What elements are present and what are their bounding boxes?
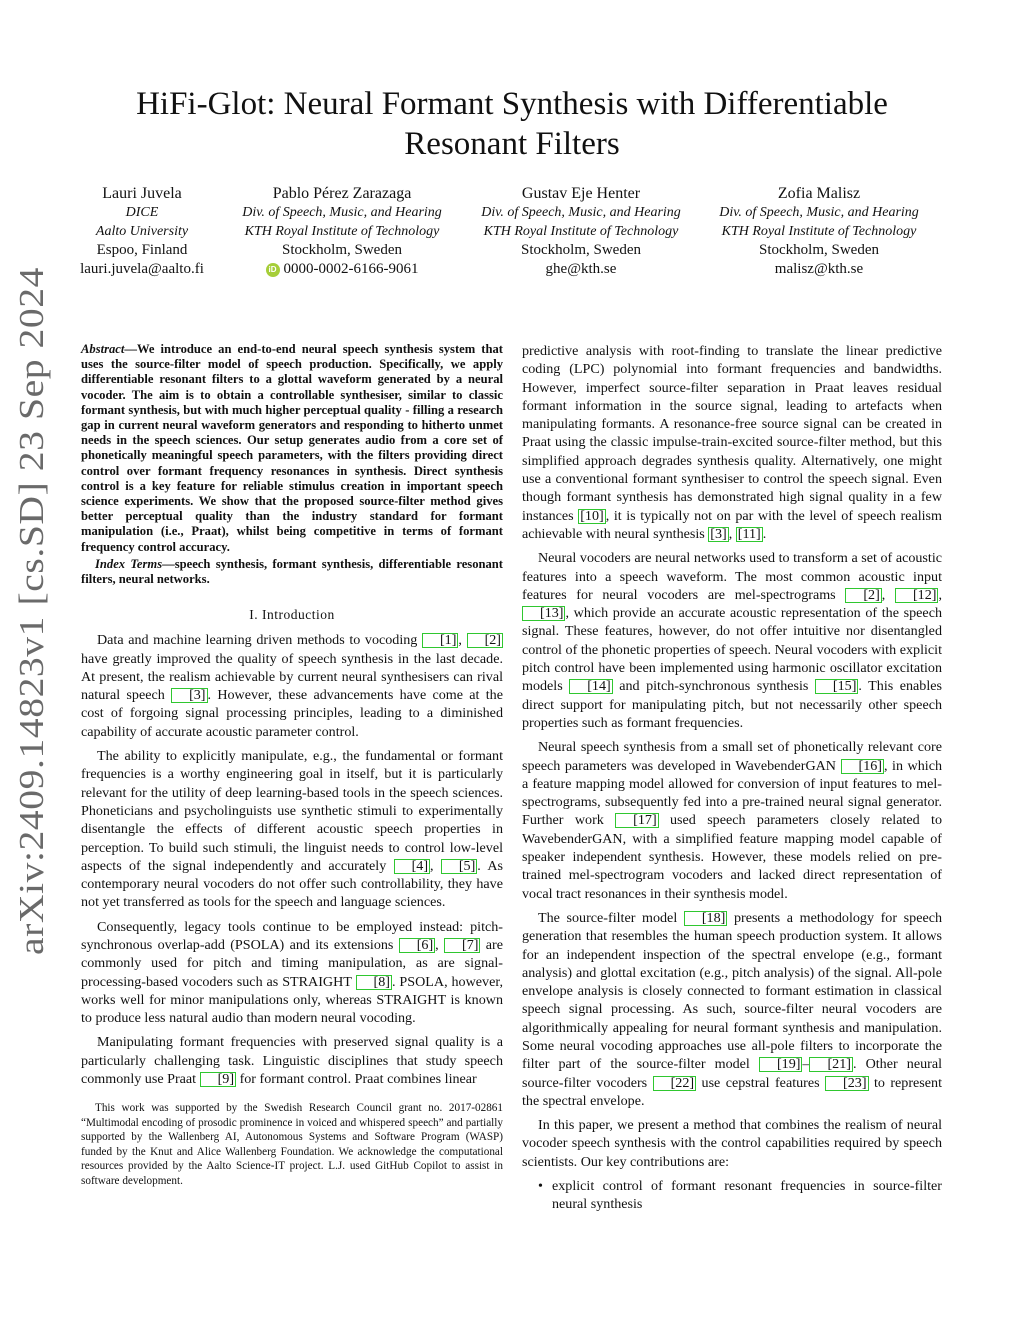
paragraph: Data and machine learning driven methods to vocoding [1] , [2] have greatly improved the quality of speech synthesis in the last decade. At present, the realism achievable by current neural synthesisers can rival natural speech [3] . However, these advancements have come at the cost of forgoing signal processing principles, leading to a diminished capability of accurate acoustic parameter control. <box>81 632 503 740</box>
author-name: Pablo Pérez Zarazaga <box>272 185 412 202</box>
index-terms-label: Index Terms <box>95 556 163 571</box>
contributions-list <box>522 1177 942 1214</box>
author-affiliation: Aalto University <box>95 224 189 239</box>
citation-link[interactable]: [1] <box>422 633 458 648</box>
citation-link[interactable]: [6] <box>399 938 435 953</box>
abstract <box>81 342 503 555</box>
citation-link[interactable]: [2] <box>845 588 881 603</box>
citation-link[interactable]: [14] <box>569 679 612 694</box>
left-column <box>81 342 503 1094</box>
author-email[interactable]: ghe@kth.se <box>545 261 617 277</box>
citation-link[interactable]: [9] <box>200 1072 236 1087</box>
citation-link[interactable]: [8] <box>356 975 392 990</box>
citation-link[interactable]: [19] <box>759 1057 802 1072</box>
author-2 <box>222 184 462 279</box>
arxiv-stamp-graphic <box>8 265 52 955</box>
citation-link[interactable]: [16] <box>841 759 884 774</box>
paragraph: Neural speech synthesis from a small set of phonetically relevant core speech parameters was developed in WavebenderGAN [16] , in which a feature mapping model allowed for conversion of input features to mel-spectrograms, subsequently fed into a pre-trained neural signal generator. Further work [17] used speech parameters closely related to WavebenderGAN, with a simplified feature mapping model capable of speaker independent synthesis. However, these models relied on pre-trained mel-spectrogram vocoders and lacked direct representation of vocal tract resonances in their synthesis model. <box>522 739 942 902</box>
author-location: Espoo, Finland <box>96 242 188 258</box>
author-location: Stockholm, Sweden <box>759 242 879 258</box>
paragraph: Consequently, legacy tools continue to be employed instead: pitch-synchronous overlap-add (PSOLA) and its extensions [6] , [7] are commonly used for pitch and timing manipulation, as are signal-processing-based vocoders such as STRAIGHT [8] . PSOLA, however, works well for minor manipulations only, whereas STRAIGHT is known to produce less natural audio than modern neural vocoding. <box>81 918 504 1027</box>
index-terms-text: —speech synthesis, formant synthesis, differentiable resonant filters, neural networks. <box>81 556 504 587</box>
citation-link[interactable]: [21] <box>809 1057 852 1072</box>
citation-link[interactable]: [7] <box>444 938 480 953</box>
paragraph: Neural vocoders are neural networks used to transform a set of acoustic features into a speech waveform. The most common acoustic input features for neural vocoders are mel-spectrograms [2] , [12] , [13] , which provide an accurate acoustic representation of the speech signal. These features, however, do not offer intuitive nor disentangled control of the phonetic properties of speech. Neural vocoders with explicit pitch control have been implemented using harmonic oscillator excitation models [14] and pitch-synchronous synthesis [15] . This enables direct support for manipulating pitch, but not necessarily other speech properties such as formant frequencies. <box>522 550 942 731</box>
author-affiliation: Div. of Speech, Music, and Hearing <box>719 205 919 220</box>
citation-link[interactable]: [4] <box>394 859 430 874</box>
author-affiliation: DICE <box>125 205 159 220</box>
citation-link[interactable]: [10] <box>580 507 604 524</box>
orcid-icon[interactable]: iD <box>266 263 280 277</box>
paragraph: The source-filter model [18] presents a methodology for speech generation that resembles the human speech production system. It allows for an independent inspection of the spectral envelope (e.g., formant analysis) and glottal excitation (e.g., pitch analysis) of the signal. All-pole envelope analysis is closely connected to formant estimation in classical speech signal processing. As such, source-filter neural vocoders are algorithmically appealing for neural formant synthesis and manipulation. Some neural vocoding approaches use all-pole filters to incorporate the filter part of the source-filter model [19] – [21] . Other neural source-filter vocoders [22] use cepstral features [23] to represent the spectral envelope. <box>522 909 943 1109</box>
arxiv-stamp <box>8 265 52 955</box>
citation-link[interactable]: [2] <box>467 633 503 648</box>
author-name: Gustav Eje Henter <box>521 185 641 202</box>
citation-link[interactable]: [23] <box>825 1076 868 1091</box>
citation-link[interactable]: [18] <box>684 911 727 926</box>
paragraph: predictive analysis with root-finding to translate the linear predictive coding (LPC) polynomial into formant frequencies and bandwidths. However, imperfect source-filter separation in Praat leaves residual formant information in the source signal, leading to artefacts when manipulating formants. A resonance-free source signal can be created in Praat using the classic impulse-train-excited source-filter method, but this simplified approach degrades synthesis quality. Alternatively, one might use a conventional formant synthesiser to control the speech signal. Even though formant synthesis has demonstrated high signal quality in a few instances [10] , it is typically not on par with the level of speech realism achievable with neural synthesis [3] , [11] . <box>522 343 942 542</box>
citation-link[interactable]: [13] <box>522 606 565 621</box>
index-terms <box>81 557 503 587</box>
paragraph: The ability to explicitly manipulate, e.g., the fundamental or formant frequencies is a worthy engineering goal in itself, but it is particularly relevant for the utility of deep learning-based tools in the speech sciences. Phoneticians and psycholinguists use synthetic stimuli to experimentally disentangle the effects of different acoustic speech properties in perception. To build such stimuli, the linguist needs to control low-level aspects of the signal independently and accurately [4] , [5] . As contemporary neural vocoders do not offer such controllability, they have not yet transferred as tools for the speech and language sciences. <box>81 748 504 911</box>
right-column <box>522 342 942 1214</box>
author-location: Stockholm, Sweden <box>282 242 402 258</box>
author-affiliation: KTH Royal Institute of Technology <box>721 224 917 239</box>
author-name: Zofia Malisz <box>777 185 861 202</box>
footnote-text: This work was supported by the Swedish Research Council grant no. 2017-02861 “Multimodal encoding of prosodic prominence in voiced and whispered speech” and partially supported by the Wallenberg AI, Autonomous Systems and Software Program (WASP) funded by the Knut and Alice Wallenberg Foundation. We acknowledge the computational resources provided by the Aalto Science-IT project. L.J. used GitHub Copilot to assist in software development. <box>81 1102 503 1187</box>
orcid-id[interactable]: 0000-0002-6166-9061 <box>283 261 419 277</box>
author-email[interactable]: malisz@kth.se <box>774 261 864 277</box>
citation-link[interactable]: [22] <box>653 1076 696 1091</box>
author-affiliation: Div. of Speech, Music, and Hearing <box>481 205 681 220</box>
author-email[interactable]: lauri.juvela@aalto.fi <box>80 261 204 277</box>
funding-footnote <box>81 1101 503 1189</box>
author-block <box>82 184 944 294</box>
paper-title: HiFi-Glot: Neural Formant Synthesis with Differentiable Resonant Filters <box>136 86 888 162</box>
author-affiliation: KTH Royal Institute of Technology <box>244 224 440 239</box>
author-location: Stockholm, Sweden <box>521 242 641 258</box>
author-4 <box>699 184 939 279</box>
citation-link[interactable]: [15] <box>815 679 858 694</box>
abstract-text: —We introduce an end-to-end neural speech synthesis system that uses the source-filter model of speech production. Specifically, we apply differentiable resonant filters to a glottal waveform generated by a neural vocoder. The aim is to obtain a controllable synthesiser, similar to classic formant synthesis, but with much higher perceptual quality - filling a research gap in current neural waveform generators and responding to hitherto unmet needs in the speech sciences. Our setup generates audio from a core set of phonetically meaningful speech parameters, with the filters providing direct control over formant frequency resonances in synthesis. Direct synthesis control is a key feature for reliable stimulus creation in important speech science experiments. We show that the proposed source-filter method gives better perceptual quality than the industry standard for formant manipulation (i.e., Praat), whilst being competitive in terms of formant frequency control accuracy. <box>81 342 503 554</box>
citation-link[interactable]: [17] <box>615 813 658 828</box>
author-3 <box>461 184 701 279</box>
citation-link[interactable]: [5] <box>441 859 477 874</box>
citation-link[interactable]: [3] <box>710 525 727 542</box>
paragraph: Manipulating formant frequencies with preserved signal quality is a particularly challenging task. Linguistic disciplines that study speech commonly use Praat [9] for formant control. Praat combines linear <box>81 1034 503 1088</box>
citation-link[interactable]: [12] <box>895 588 938 603</box>
list-item: • explicit control of formant resonant frequencies in source-filter neural synthesis <box>552 1177 942 1214</box>
author-affiliation: KTH Royal Institute of Technology <box>483 224 679 239</box>
abstract-label: Abstract <box>81 342 125 356</box>
arxiv-stamp-text: arXiv:2409.14823v1 [cs.SD] 23 Sep 2024 <box>12 346 51 955</box>
citation-link[interactable]: [11] <box>737 525 761 542</box>
section-heading-introduction: I. Introduction <box>249 607 335 623</box>
citation-link[interactable]: [3] <box>171 688 207 703</box>
author-orcid[interactable] <box>222 260 462 279</box>
author-affiliation: Div. of Speech, Music, and Hearing <box>242 205 442 220</box>
paragraph: In this paper, we present a method that combines the realism of neural vocoder speech synthesis with the control capabilities required by speech scientists. Our key contributions are: <box>522 1117 942 1170</box>
author-name: Lauri Juvela <box>102 185 182 202</box>
